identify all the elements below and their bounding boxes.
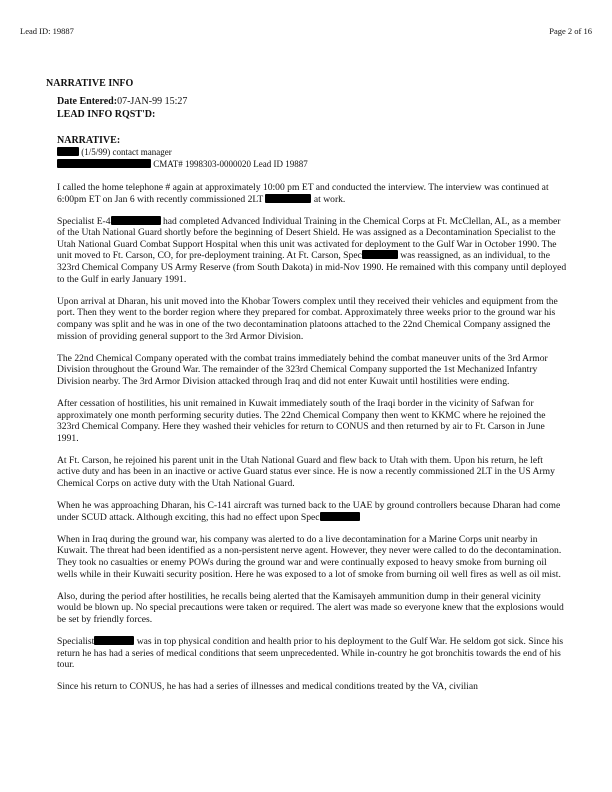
narrative-label: NARRATIVE:	[57, 135, 121, 146]
paragraph: Specialist was in top physical condition and health prior to his deployment to the Gulf War. He seldom got sick. Since his return he has had a series of medical conditions that seem unprecedented. While in-country he got bronchitis towards the end of his tour.	[57, 635, 564, 671]
date-entered-row	[57, 95, 187, 108]
paragraph: Since his return to CONUS, he has had a series of illnesses and medical conditions treated by the VA, civilian	[57, 681, 478, 693]
date-entered-value: 07-JAN-99 15:27	[117, 96, 188, 107]
redaction-mark	[94, 636, 134, 645]
date-entered-label: Date Entered:	[57, 96, 118, 107]
lead-info-row	[57, 108, 187, 121]
cmat-line	[57, 159, 308, 169]
redaction-mark	[362, 250, 398, 259]
paragraph: When he was approaching Dharan, his C-141 aircraft was turned back to the UAE by ground controllers because Dharan had come under SCUD attack. Although exciting, this had no effect upon Spec	[57, 500, 561, 523]
redaction-mark	[57, 159, 151, 168]
section-title: NARRATIVE INFO	[46, 78, 134, 89]
page-number: Page 2 of 16	[549, 26, 592, 36]
lead-id-header: Lead ID: 19887	[20, 26, 74, 36]
redaction-mark	[57, 147, 79, 156]
narrative-body	[57, 182, 567, 703]
redaction-mark	[265, 194, 311, 203]
contact-text: (1/5/99) contact manager	[81, 147, 172, 157]
paragraph: Upon arrival at Dharan, his unit moved into the Khobar Towers complex until they received their vehicles and equipment from the port. Then they went to the border region where they prepared for combat. Approximately three weeks prior to the ground war his company was split and he was in one of the two decontamination platoons attached to the 22nd Chemical Company assigned the mission of providing general support to the 3rd Armor Division.	[57, 295, 558, 342]
paragraph: I called the home telephone # again at approximately 10:00 pm ET and conducted the interview. The interview was continued at 6:00pm ET on Jan 6 with recently commissioned 2LT at work.	[57, 182, 549, 205]
paragraph: At Ft. Carson, he rejoined his parent unit in the Utah National Guard and flew back to Utah with them. Upon his return, he left active duty and has been in an inactive or active Guard status ever since. He is now a recently commissioned 2LT in the US Army Chemical Corps on active duty with the Utah National Guard.	[57, 454, 555, 489]
contact-line	[57, 147, 172, 157]
paragraph: Also, during the period after hostilities, he recalls being alerted that the Kamisayeh ammunition dump in their general vicinity would be blown up. No special precautions were taken or required. The alert was made so everyone knew that the explosions would be set by friendly forces.	[57, 590, 564, 625]
redaction-mark	[320, 512, 360, 521]
paragraph: The 22nd Chemical Company operated with the combat trains immediately behind the combat maneuver units of the 3rd Armor Division throughout the Ground War. The remainder of the 323rd Chemical Company supported the 1st Mechanized Infantry Division nearby. The 3rd Armor Division attacked through Iraq and did not enter Kuwait until hostilities were ending.	[57, 352, 548, 387]
meta-block	[57, 95, 187, 121]
paragraph: After cessation of hostilities, his unit remained in Kuwait immediately south of the Iraqi border in the vicinity of Safwan for approximately one month performing security duties. The 22nd Chemical Company then went to KKMC where he rejoined the 323rd Chemical Company. Here they washed their vehicles for return to CONUS and then returned by air to Ft. Carson in June 1991.	[57, 397, 546, 444]
redaction-mark	[111, 216, 161, 225]
paragraph: When in Iraq during the ground war, his company was alerted to do a live decontamination for a Marine Corps unit nearby in Kuwait. The threat had been identified as a non-persistent nerve agent. However, they never were called to do the decontamination. They took no casualties or enemy POWs during the ground war and were continually exposed to heavy smoke from burning oil wells while in their Kuwaiti security position. Here he was exposed to a lot of smoke from burning oil well fires as well as oil mist.	[57, 533, 562, 580]
paragraph: Specialist E-4 had completed Advanced Individual Training in the Chemical Corps at Ft. McClellan, AL, as a member of the Utah National Guard shortly before the beginning of Desert Shield. He was assigned as a Decontamination Specialist to the Utah National Guard Combat Support Hospital when this unit was activated for deployment to the Gulf War in October 1990. The unit moved to Ft. Carson, CO, for pre-deployment training. At Ft. Carson, Spec was reassigned, as an individual, to the 323rd Chemical Company US Army Reserve (from South Dakota) in mid-Nov 1990. He remained with this company until deployed to the Gulf in early January 1991.	[57, 215, 567, 285]
lead-info-label: LEAD INFO RQST'D:	[57, 109, 156, 120]
cmat-text: CMAT# 1998303-0000020 Lead ID 19887	[153, 159, 308, 169]
